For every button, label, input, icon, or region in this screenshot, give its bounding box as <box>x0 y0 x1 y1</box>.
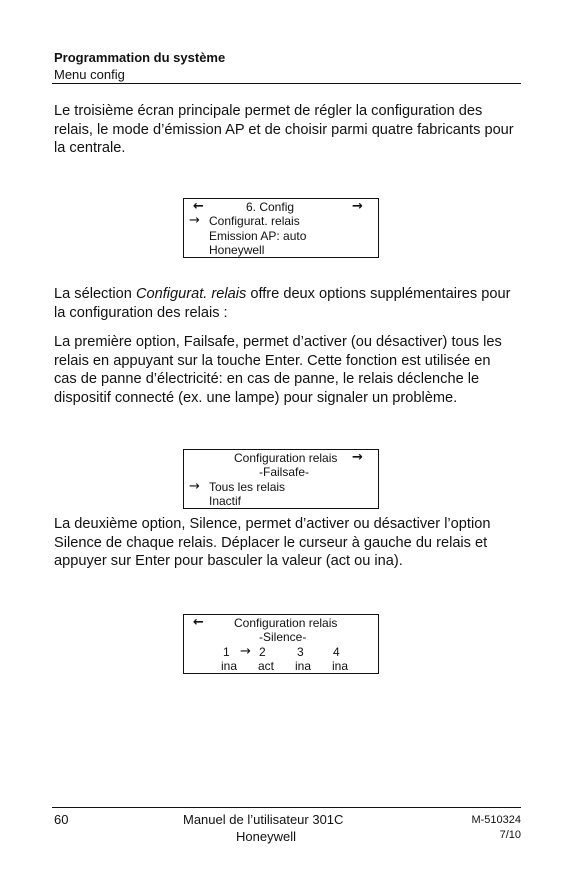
right-arrow-icon: → <box>352 450 363 465</box>
relay-number: 2 <box>259 645 266 659</box>
lcd-line-all-relays: Tous les relais <box>209 480 286 494</box>
relay-number: 1 <box>223 645 230 659</box>
relay-number: 3 <box>297 645 304 659</box>
selection-text-end: offre deux options supplémentaires pour la configuration des relais : <box>54 286 511 321</box>
selection-paragraph <box>54 285 516 322</box>
doc-date: 7/10 <box>499 829 521 841</box>
manual-title: Manuel de l’utilisateur 301C <box>183 812 344 827</box>
lcd-screen-silence <box>183 614 379 674</box>
lcd-title: Configuration relais <box>234 451 338 465</box>
relay-value: act <box>258 659 275 673</box>
footer-divider <box>52 807 521 808</box>
lcd-line-relay-config: Configurat. relais <box>209 214 300 228</box>
left-arrow-icon: ← <box>193 615 204 630</box>
cursor-arrow-icon: → <box>189 479 200 494</box>
lcd-screen-config <box>183 198 379 258</box>
selection-text-start: La sélection <box>54 286 136 302</box>
section-title: Programmation du système <box>54 50 226 65</box>
lcd-line-manufacturer: Honeywell <box>209 243 265 257</box>
lcd-title: Configuration relais <box>234 616 338 630</box>
cursor-arrow-icon: → <box>240 644 251 659</box>
lcd-title: 6. Config <box>246 200 295 214</box>
lcd-subtitle: -Failsafe- <box>259 465 310 479</box>
relay-value: ina <box>332 659 349 673</box>
failsafe-paragraph: La première option, Failsafe, permet d’activer (ou désactiver) tous les relais en appuyant sur la touche Enter. Cette fonction est utilisée en cas de panne d’électricité: en cas de panne, le relais déclenche le dispositif connecté (ex. une lampe) pour signaler un problème. <box>54 334 502 406</box>
lcd-subtitle: -Silence- <box>259 630 307 644</box>
doc-number: M-510324 <box>471 814 521 826</box>
lcd-screen-failsafe <box>183 449 379 509</box>
relay-value: ina <box>221 659 238 673</box>
silence-paragraph: La deuxième option, Silence, permet d’activer ou désactiver l’option Silence de chaque relais. Déplacer le curseur à gauche du relais et appuyer sur Enter pour basculer la valeur (act ou ina). <box>54 516 491 569</box>
relay-value: ina <box>295 659 312 673</box>
right-arrow-icon: → <box>352 199 363 214</box>
lcd-line-state: Inactif <box>209 494 242 508</box>
cursor-arrow-icon: → <box>189 213 200 228</box>
left-arrow-icon: ← <box>193 199 204 214</box>
section-subtitle: Menu config <box>54 67 125 82</box>
lcd-line-emission: Emission AP: auto <box>209 229 307 243</box>
page-number: 60 <box>54 812 69 827</box>
footer-brand: Honeywell <box>236 829 296 844</box>
intro-paragraph: Le troisième écran principale permet de régler la configuration des relais, le mode d’émission AP et de choisir parmi quatre fabricants pour la centrale. <box>54 103 514 156</box>
header-divider <box>52 83 521 84</box>
relay-number: 4 <box>333 645 340 659</box>
selection-italic-term: Configurat. relais <box>135 286 247 302</box>
